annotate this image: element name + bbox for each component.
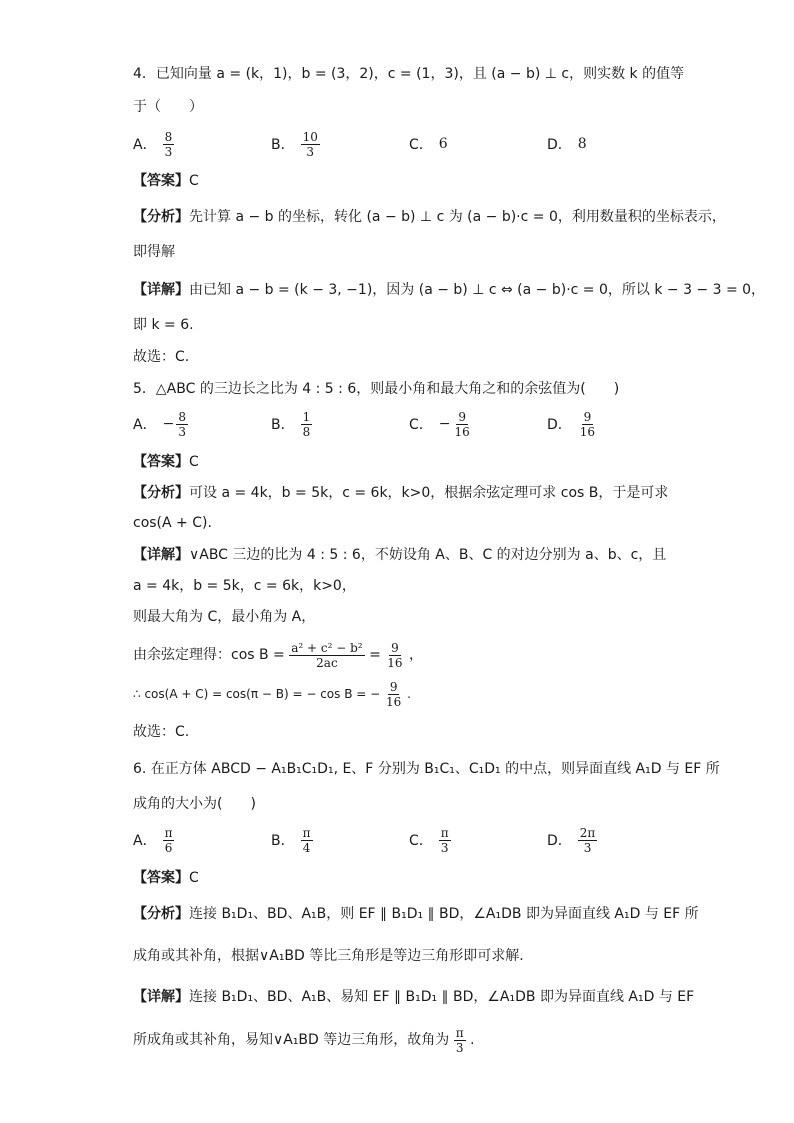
q5-option-b: B． $\frac{1}{8}$ xyxy=(271,409,311,439)
q5-options xyxy=(133,406,653,442)
q5-answer: 【答案】C xyxy=(133,454,199,470)
fraction: $\frac{8}{3}$ xyxy=(164,129,173,159)
fraction: $\frac{\pi}{3}$ xyxy=(440,825,449,855)
fraction: $\frac{9}{16}$ xyxy=(387,640,403,670)
q4-options xyxy=(133,126,653,162)
q4-choose: 故选：C. xyxy=(133,349,190,365)
q6-stem-line2: 成角的大小为( ) xyxy=(133,796,256,812)
q4-detail-line1: 【详解】由已知 a − b = (k − 3, −1)，因为 (a − b) ⊥ c ⇔ (a − b)·c = 0，所以 k − 3 − 3 = 0， xyxy=(133,282,766,298)
q5-option-a: A． − $\frac{8}{3}$ xyxy=(133,409,186,439)
q5-stem: 5．△ABC 的三边长之比为 4 : 5 : 6，则最小角和最大角之和的余弦值为( ) xyxy=(133,381,620,397)
q5-option-c: C． − $\frac{9}{16}$ xyxy=(409,409,470,439)
q6-analysis-line1: 【分析】连接 B₁D₁、BD、A₁B，则 EF ∥ B₁D₁ ∥ BD，∠A₁DB 即为异面直线 A₁D 与 EF 所 xyxy=(133,906,699,922)
fraction: $\frac{8}{3}$ xyxy=(178,409,186,439)
q6-options xyxy=(133,822,653,858)
fraction: $\frac{\pi}{6}$ xyxy=(164,825,173,855)
fraction: $\frac{10}{3}$ xyxy=(302,129,318,159)
q4-analysis-line2: 即得解 xyxy=(133,244,175,260)
q4-answer: 【答案】C xyxy=(133,173,199,189)
q5-analysis-line1: 【分析】可设 a = 4k，b = 5k，c = 6k，k>0，根据余弦定理可求 cos B，于是可求 xyxy=(133,485,669,501)
q6-stem-line1: 6. 在正方体 ABCD − A₁B₁C₁D₁, E、F 分别为 B₁C₁、C₁D₁ 的中点，则异面直线 A₁D 与 EF 所 xyxy=(133,761,720,777)
q6-answer: 【答案】C xyxy=(133,870,199,886)
q6-option-b: B． $\frac{\pi}{4}$ xyxy=(271,825,311,855)
q5-detail-line5: ∴ cos(A + C) = cos(π − B) = − cos B = − $\frac{9}{16}$ . xyxy=(133,680,411,709)
q5-analysis-line2: cos(A + C). xyxy=(133,515,212,531)
q5-choose: 故选：C. xyxy=(133,724,190,740)
q4-detail-line2: 即 k = 6. xyxy=(133,317,194,333)
fraction: $\frac{2\pi}{3}$ xyxy=(579,825,596,855)
q4-analysis-line1: 【分析】先计算 a − b 的坐标，转化 (a − b) ⊥ c 为 (a − b)·c = 0，利用数量积的坐标表示， xyxy=(133,209,726,225)
q5-detail-line2: a = 4k，b = 5k，c = 6k，k>0， xyxy=(133,578,356,594)
q5-option-d: D． $\frac{9}{16}$ xyxy=(547,409,596,439)
fraction: $\frac{9}{16}$ xyxy=(454,409,470,439)
fraction: $\frac{\pi}{3}$ xyxy=(455,1025,464,1055)
fraction: $\frac{1}{8}$ xyxy=(302,409,311,439)
q4-option-d: D． 8 xyxy=(547,136,587,153)
q6-analysis-line2: 成角或其补角，根据∨A₁BD 等比三角形是等边三角形即可求解. xyxy=(133,948,524,964)
q5-detail-line1: 【详解】∨ABC 三边的比为 4 : 5 : 6，不妨设角 A、B、C 的对边分别为 a、b、c，且 xyxy=(133,547,667,563)
q6-option-d: D． $\frac{2\pi}{3}$ xyxy=(547,825,596,855)
q4-stem-line1: 4．已知向量 a = (k，1)，b = (3，2)，c = (1，3)，且 (a − b) ⊥ c，则实数 k 的值等 xyxy=(133,66,685,82)
fraction: $\frac{\pi}{4}$ xyxy=(302,825,311,855)
q6-detail-line2: 所成角或其补角，易知∨A₁BD 等边三角形，故角为 $\frac{\pi}{3}$ . xyxy=(133,1025,475,1055)
q4-option-c: C． 6 xyxy=(409,136,448,153)
fraction: $\frac{\text{a² + c² − b²}}{2ac}$ xyxy=(291,640,363,670)
q6-option-c: C． $\frac{\pi}{3}$ xyxy=(409,825,449,855)
q5-detail-line4: 由余弦定理得：cos B = $\frac{\text{a² + c² − b²}}{2ac}$ = $\frac{9}{16}$ ， xyxy=(133,640,423,670)
q4-stem-line2: 于（ ） xyxy=(133,99,203,115)
fraction: $\frac{9}{16}$ xyxy=(386,680,402,709)
fraction: $\frac{9}{16}$ xyxy=(579,409,596,439)
q4-option-b: B． $\frac{10}{3}$ xyxy=(271,129,318,159)
q6-option-a: A． $\frac{\pi}{6}$ xyxy=(133,825,173,855)
q5-detail-line3: 则最大角为 C，最小角为 A， xyxy=(133,609,316,625)
q4-option-a: A． $\frac{8}{3}$ xyxy=(133,129,173,159)
q6-detail-line1: 【详解】连接 B₁D₁、BD、A₁B、易知 EF ∥ B₁D₁ ∥ BD，∠A₁DB 即为异面直线 A₁D 与 EF xyxy=(133,989,695,1005)
